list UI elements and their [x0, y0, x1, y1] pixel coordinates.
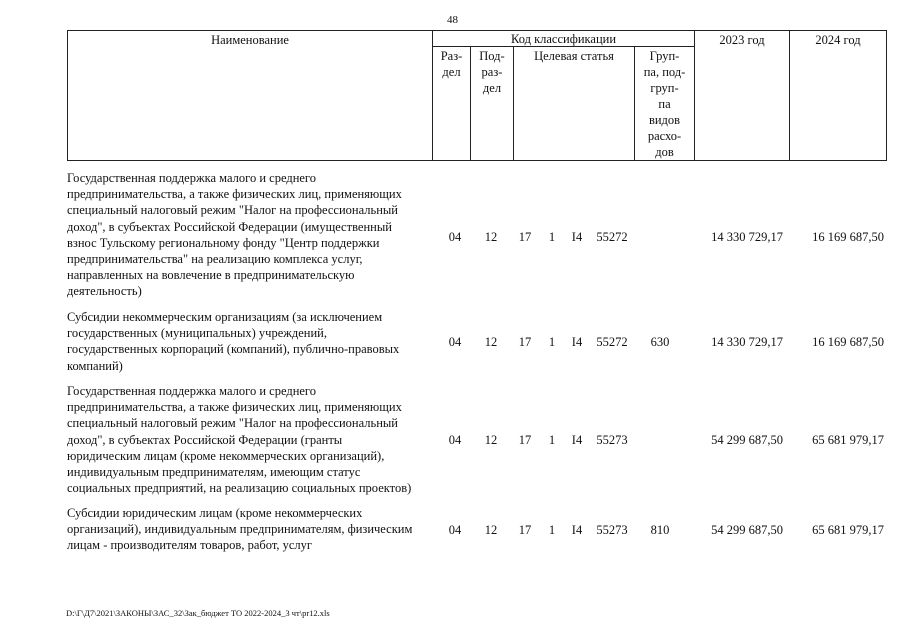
- name-line: доход", в субъектах Российской Федерации (гранты: [67, 432, 343, 447]
- header-subsection: [471, 48, 513, 96]
- header-year-2023: 2023 год: [719, 33, 765, 47]
- footer-file-path: D:\Г\Д7\2021\ЗАКОНЫ\ЗАС_32\Зак_бюджет ТО 2022-2024_3 чт\pr12.xls: [66, 608, 330, 618]
- header-group-line: груп-: [650, 81, 679, 95]
- header-group-line: па: [658, 97, 671, 111]
- name-line: взнос Тульскому региональному фонду "Центр поддержки: [67, 235, 380, 250]
- table-row-name: [67, 309, 432, 374]
- cell-target-2: 1: [548, 335, 556, 349]
- cell-target-3: I4: [571, 433, 583, 447]
- header-name: Наименование: [211, 33, 289, 47]
- cell-2024: 16 169 687,50: [812, 335, 884, 349]
- cell-2024: 65 681 979,17: [812, 523, 884, 537]
- cell-target-1: 17: [518, 230, 532, 244]
- cell-target-3: I4: [571, 523, 583, 537]
- cell-group: 630: [650, 335, 670, 349]
- header-target-article: Целевая статья: [534, 49, 614, 63]
- cell-target-2: 1: [548, 230, 556, 244]
- name-line: Государственная поддержка малого и среднего: [67, 171, 316, 185]
- cell-target-4: 55273: [596, 523, 628, 537]
- header-group-line: дов: [655, 145, 674, 159]
- cell-target-1: 17: [518, 335, 532, 349]
- header-group-line: видов: [648, 113, 681, 127]
- name-line: специальный налоговый режим "Налог на профессиональный: [67, 416, 398, 431]
- cell-2023: 14 330 729,17: [711, 230, 783, 244]
- name-line: государственных корпораций (компаний), публично-правовых: [67, 342, 400, 357]
- table-row-name: [67, 170, 432, 300]
- cell-2023: 54 299 687,50: [711, 523, 783, 537]
- cell-target-4: 55272: [596, 335, 628, 349]
- name-line: социальных предприятий, на реализацию социальных проектов): [67, 481, 412, 496]
- header-group-line: па, под-: [643, 65, 686, 79]
- name-line: организаций), индивидуальным предпринимателям, физическим: [67, 522, 413, 537]
- cell-target-2: 1: [548, 523, 556, 537]
- cell-subsection: 12: [484, 230, 498, 244]
- cell-section: 04: [448, 523, 462, 537]
- cell-group: 810: [650, 523, 670, 537]
- header-subsection-line: Под-: [479, 49, 505, 63]
- header-year-2024: 2024 год: [815, 33, 861, 47]
- name-line: предпринимательства, а также физических лиц, применяющих: [67, 187, 402, 202]
- cell-section: 04: [448, 230, 462, 244]
- name-line: индивидуальным предпринимателям, имеющим статус: [67, 465, 361, 480]
- name-line: деятельность): [67, 284, 142, 299]
- name-line: направленных на вовлечение в предпринимательскую: [67, 268, 355, 283]
- cell-subsection: 12: [484, 433, 498, 447]
- cell-section: 04: [448, 335, 462, 349]
- table-row-name: [67, 505, 432, 554]
- cell-target-1: 17: [518, 433, 532, 447]
- cell-target-3: I4: [571, 335, 583, 349]
- header-subsection-line: раз-: [481, 65, 503, 79]
- cell-2024: 65 681 979,17: [812, 433, 884, 447]
- cell-target-2: 1: [548, 433, 556, 447]
- cell-subsection: 12: [484, 335, 498, 349]
- header-subsection-line: дел: [482, 81, 502, 95]
- name-line: компаний): [67, 358, 123, 373]
- name-line: доход", в субъектах Российской Федерации (имущественный: [67, 219, 392, 234]
- cell-target-1: 17: [518, 523, 532, 537]
- cell-target-4: 55273: [596, 433, 628, 447]
- name-line: Государственная поддержка малого и среднего: [67, 384, 316, 398]
- cell-target-3: I4: [571, 230, 583, 244]
- name-line: Субсидии юридическим лицам (кроме некоммерческих: [67, 506, 363, 520]
- header-group-line: расхо-: [647, 129, 682, 143]
- cell-2023: 14 330 729,17: [711, 335, 783, 349]
- table-row-name: [67, 383, 432, 496]
- name-line: юридическим лицам (кроме некоммерческих организаций),: [67, 448, 385, 463]
- header-classification: Код классификации: [510, 32, 617, 46]
- header-section: [433, 48, 470, 80]
- cell-section: 04: [448, 433, 462, 447]
- name-line: государственных (муниципальных) учреждений,: [67, 326, 327, 341]
- page-number: 48: [447, 14, 458, 26]
- cell-subsection: 12: [484, 523, 498, 537]
- header-group: [635, 48, 694, 160]
- header-group-line: Груп-: [649, 49, 680, 63]
- cell-2023: 54 299 687,50: [711, 433, 783, 447]
- name-line: лицам - производителям товаров, работ, услуг: [67, 538, 313, 553]
- cell-2024: 16 169 687,50: [812, 230, 884, 244]
- name-line: специальный налоговый режим "Налог на профессиональный: [67, 203, 398, 218]
- name-line: предпринимательства, а также физических лиц, применяющих: [67, 400, 402, 415]
- cell-target-4: 55272: [596, 230, 628, 244]
- header-section-line: Раз-: [440, 49, 463, 63]
- name-line: Субсидии некоммерческим организациям (за исключением: [67, 310, 383, 324]
- header-section-line: дел: [442, 65, 461, 79]
- name-line: предпринимательства" на реализацию комплекса услуг,: [67, 252, 363, 267]
